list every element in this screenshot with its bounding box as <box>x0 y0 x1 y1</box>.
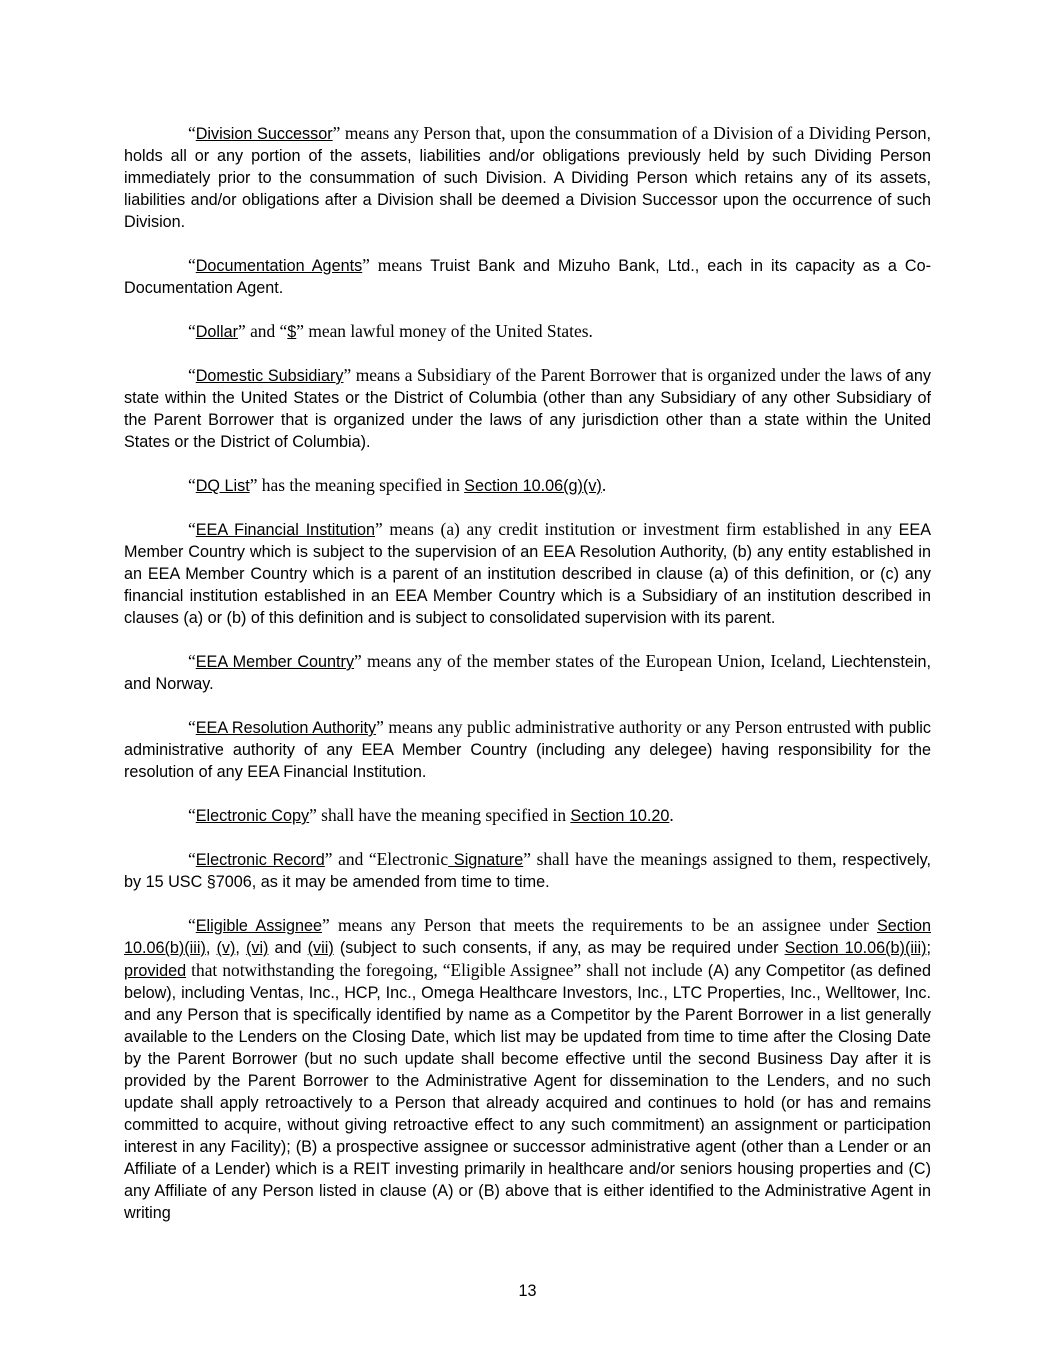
definition-body-text: (subject to such consents, if any, as may be required under <box>333 939 785 957</box>
defined-term-signature: Signature <box>448 851 524 869</box>
defined-term: EEA Resolution Authority <box>195 719 377 737</box>
definition-eea-member-country <box>124 650 931 695</box>
provided-term: provided <box>124 962 187 980</box>
defined-term: Electronic Copy <box>195 807 310 825</box>
section-reference: Section 10.06(b)(iii) <box>124 917 931 957</box>
definition-body-text: respectively, by 15 USC §7006, as it may be amended from time to time. <box>124 851 932 891</box>
definition-body-text: (A) any Competitor (as defined below), including Ventas, Inc., HCP, Inc., Omega Healthcare Investors, Inc., LTC Properties, Inc., Welltower, Inc. and any Person that is specifically identified by name as a Competitor by the Parent Borrower in a list generally available to the Lenders on the Closing Date, which list may be updated from time to time after the Closing Date by the Parent Borrower (but no such update shall become effective until the second Business Day after it is provided by the Parent Borrower to the Administrative Agent for dissemination to the Lenders, and no such update shall apply retroactively to a Person that already acquired and continues to hold (or has and remains committed to acquire, without giving retroactive effect to any such commitment) an assignment or participation interest in any Facility); (B) a prospective assignee or successor administrative agent (other than a Lender or an Affiliate of a Lender) which is a REIT investing primarily in healthcare and/or seniors housing properties and (C) any Affiliate of any Person listed in clause (A) or (B) above that is either identified to the Administrative Agent in writing <box>124 962 931 1222</box>
close-quote: ” <box>374 519 383 539</box>
section-reference: Section 10.06(b)(iii) <box>784 939 927 957</box>
open-quote: “ <box>188 805 196 825</box>
period: . <box>669 805 674 825</box>
open-quote: “ <box>188 849 196 869</box>
definition-eligible-assignee <box>124 914 931 1224</box>
defined-term: DQ List <box>195 477 250 495</box>
separator: , <box>235 939 246 957</box>
definition-electronic-record <box>124 848 931 893</box>
clause-reference: (vi) <box>245 939 269 957</box>
definition-electronic-copy <box>124 804 931 827</box>
open-quote: “ <box>188 651 196 671</box>
open-quote: “ <box>188 365 196 385</box>
definition-lead-text: that notwithstanding the foregoing, “Eligible Assignee” shall not include <box>186 960 708 980</box>
connector-text: ” and “ <box>238 321 288 341</box>
open-quote: “ <box>188 123 196 143</box>
open-quote: “ <box>188 321 196 341</box>
definition-lead-text: ” has the meaning specified in <box>249 475 465 495</box>
definition-lead-text: means a Subsidiary of the Parent Borrower that is organized under the laws <box>351 365 887 385</box>
definition-lead-text: ” shall have the meaning specified in <box>309 805 571 825</box>
section-reference: Section 10.20 <box>570 807 670 825</box>
connector-text: ” and “Electronic <box>324 849 449 869</box>
open-quote: “ <box>188 915 196 935</box>
definition-lead-text: ” mean lawful money of the United States. <box>296 321 593 341</box>
open-quote: “ <box>188 717 196 737</box>
definition-division-successor <box>124 122 931 233</box>
definition-lead-text: means any public administrative authority or any Person entrusted <box>383 717 856 737</box>
section-reference: Section 10.06(g)(v) <box>464 477 602 495</box>
open-quote: “ <box>188 255 196 275</box>
defined-term: EEA Financial Institution <box>195 521 375 539</box>
close-quote: ” <box>354 651 362 671</box>
separator: , <box>205 939 217 957</box>
page-number: 13 <box>518 1282 537 1300</box>
definition-body-text: EEA Member Country which is subject to the supervision of an EEA Resolution Authority, (b) any entity established in an EEA Member Country which is a parent of an institution described in clause (a) of this definition, or (c) any financial institution established in an EEA Member Country which is a Subsidiary of an institution described in clauses (a) or (b) of this definition and is subject to consolidated supervision with its parent. <box>124 521 931 627</box>
close-quote: ” <box>362 255 370 275</box>
close-quote: ” <box>376 717 384 737</box>
defined-term: EEA Member Country <box>195 653 355 671</box>
definition-dollar <box>124 320 931 343</box>
close-quote: ” <box>332 123 341 143</box>
definition-lead-text: ” means any Person that meets the requirements to be an assignee under <box>322 915 877 935</box>
definition-documentation-agents <box>124 254 931 299</box>
definition-lead-text: means (a) any credit institution or investment firm established in any <box>382 519 899 539</box>
separator: ; <box>926 939 932 957</box>
clause-reference: (v) <box>216 939 236 957</box>
definition-body-text: with public administrative authority of any EEA Member Country (including any delegee) having responsibility for the resolution of any EEA Financial Institution. <box>124 719 931 781</box>
open-quote: “ <box>188 519 196 539</box>
definition-body-text: Person, holds all or any portion of the assets, liabilities and/or obligations previously held by such Dividing Person immediately prior to the consummation of such Division. A Dividing Person which retains any of its assets, liabilities and/or obligations after a Division shall be deemed a Division Successor upon the occurrence of such Division. <box>124 125 931 231</box>
definition-lead-text: ” shall have the meanings assigned to them, <box>523 849 843 869</box>
definition-lead-text: means any Person that, upon the consummation of a Division of a Dividing <box>340 123 876 143</box>
definition-lead-text: means any of the member states of the European Union, Iceland, <box>361 651 832 671</box>
defined-term: Dollar <box>195 323 239 341</box>
defined-term: Division Successor <box>195 125 333 143</box>
separator: and <box>268 939 308 957</box>
definition-eea-resolution-authority <box>124 716 931 783</box>
document-page <box>124 122 931 1245</box>
defined-term-symbol: $ <box>287 323 297 341</box>
period: . <box>601 475 607 495</box>
definition-dq-list <box>124 474 931 497</box>
defined-term: Eligible Assignee <box>195 917 322 935</box>
defined-term: Electronic Record <box>195 851 325 869</box>
definition-domestic-subsidiary <box>124 364 931 453</box>
clause-reference: (vii) <box>307 939 334 957</box>
definition-body-text: of any state within the United States or the District of Columbia (other than any Subsidiary of any other Subsidiary of the Parent Borrower that is organized under the laws of any jurisdiction other than a state within the United States or the District of Columbia). <box>124 367 931 451</box>
definition-eea-financial-institution <box>124 518 931 629</box>
definition-lead-text: means <box>369 255 431 275</box>
definition-body-text: Truist Bank and Mizuho Bank, Ltd., each in its capacity as a Co-Documentation Agent. <box>124 257 931 297</box>
definition-body-text: Liechtenstein, and Norway. <box>124 653 932 693</box>
defined-term: Domestic Subsidiary <box>195 367 344 385</box>
open-quote: “ <box>188 475 196 495</box>
defined-term: Documentation Agents <box>195 257 363 275</box>
close-quote: ” <box>343 365 352 385</box>
